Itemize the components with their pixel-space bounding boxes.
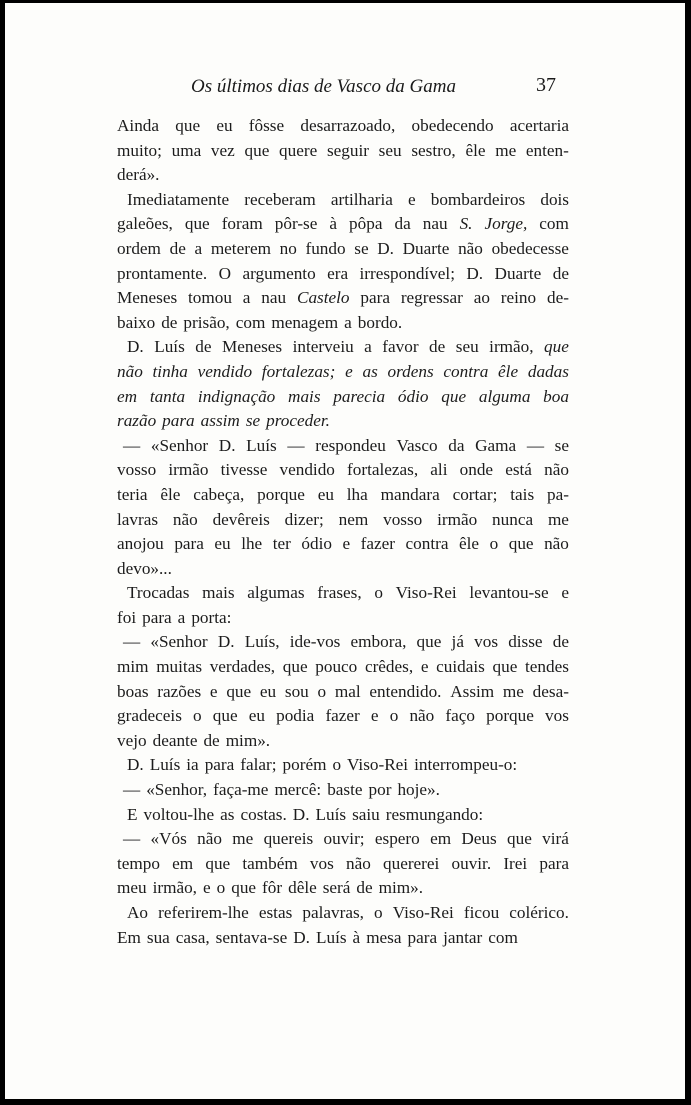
text-line: ordem de a meterem no fundo se D. Duarte não obedecesse <box>117 238 569 258</box>
text-line: Trocadas mais algumas frases, o Viso-Rei levantou-se e <box>127 583 569 603</box>
page-number: 37 <box>536 74 556 96</box>
text-line: teria êle cabeça, porque eu lha mandara cortar; tais pa- <box>117 484 569 504</box>
paragraph <box>117 188 569 336</box>
text-line: Meneses tomou a nau Castelo para regressar ao reino de- <box>117 288 569 308</box>
text-line: muito; uma vez que quere seguir seu sestro, êle me enten- <box>117 140 569 160</box>
text-line: — «Senhor D. Luís, ide-vos embora, que já vos disse de <box>123 632 569 652</box>
paragraph <box>117 630 569 753</box>
paragraph <box>117 335 569 433</box>
paragraph <box>117 753 569 778</box>
text-line: não tinha vendido fortalezas; e as ordens contra êle dadas <box>117 361 569 381</box>
paragraph <box>117 114 569 188</box>
text-line: D. Luís ia para falar; porém o Viso-Rei interrompeu-o: <box>127 755 518 775</box>
text-line: tempo em que também vos não quererei ouvir. Irei para <box>117 853 569 873</box>
text-line: — «Senhor D. Luís — respondeu Vasco da Gama — se <box>123 435 569 455</box>
text-line: foi para a porta: <box>117 607 232 627</box>
text-line: galeões, que foram pôr-se à pôpa da nau S. Jorge, com <box>117 214 569 234</box>
text-line: Em sua casa, sentava-se D. Luís à mesa para jantar com <box>117 927 518 947</box>
text-line: meu irmão, e o que fôr dêle será de mim». <box>117 878 424 898</box>
paragraph <box>117 434 569 582</box>
text-line: devo»... <box>117 558 172 578</box>
text-line: D. Luís de Meneses interveiu a favor de seu irmão, que <box>127 337 569 357</box>
text-line: boas razões e que eu sou o mal entendido. Assim me desa- <box>117 681 569 701</box>
text-line: prontamente. O argumento era irrespondível; D. Duarte de <box>117 263 569 283</box>
text-line: em tanta indignação mais parecia ódio que alguma boa <box>117 386 569 406</box>
text-body <box>117 114 569 950</box>
running-title: Os últimos dias de Vasco da Gama <box>191 76 456 97</box>
text-line: — «Senhor, faça-me mercê: baste por hoje». <box>123 780 440 800</box>
text-line: lavras não devêreis dizer; nem vosso irmão nunca me <box>117 509 569 529</box>
text-line: Ainda que eu fôsse desarrazoado, obedecendo acertaria <box>117 116 569 135</box>
paragraph <box>117 778 569 803</box>
text-line: vosso irmão tivesse vendido fortalezas, ali onde está não <box>117 460 569 480</box>
text-line: Imediatamente receberam artilharia e bombardeiros dois <box>127 189 569 209</box>
text-line: — «Vós não me quereis ouvir; espero em Deus que virá <box>123 829 569 849</box>
text-line: gradeceis o que eu podia fazer e o não faço porque vos <box>117 706 569 726</box>
text-line: Ao referirem-lhe estas palavras, o Viso-Rei ficou colérico. <box>127 903 569 922</box>
text-line: E voltou-lhe as costas. D. Luís saiu resmungando: <box>127 804 484 824</box>
book-page <box>5 3 685 1099</box>
text-line: anojou para eu lhe ter ódio e fazer contra êle o que não <box>117 534 569 554</box>
page-header <box>5 74 685 104</box>
paragraph <box>117 803 569 828</box>
paragraph <box>117 827 569 901</box>
text-line: mim muitas verdades, que pouco crêdes, e cuidais que tendes <box>117 657 569 677</box>
text-line: vejo deante de mim». <box>117 730 271 750</box>
text-line: baixo de prisão, com menagem a bordo. <box>117 312 403 332</box>
text-line: razão para assim se proceder. <box>117 411 330 431</box>
paragraph <box>117 581 569 630</box>
text-line: derá». <box>117 165 160 185</box>
paragraph <box>117 901 569 950</box>
